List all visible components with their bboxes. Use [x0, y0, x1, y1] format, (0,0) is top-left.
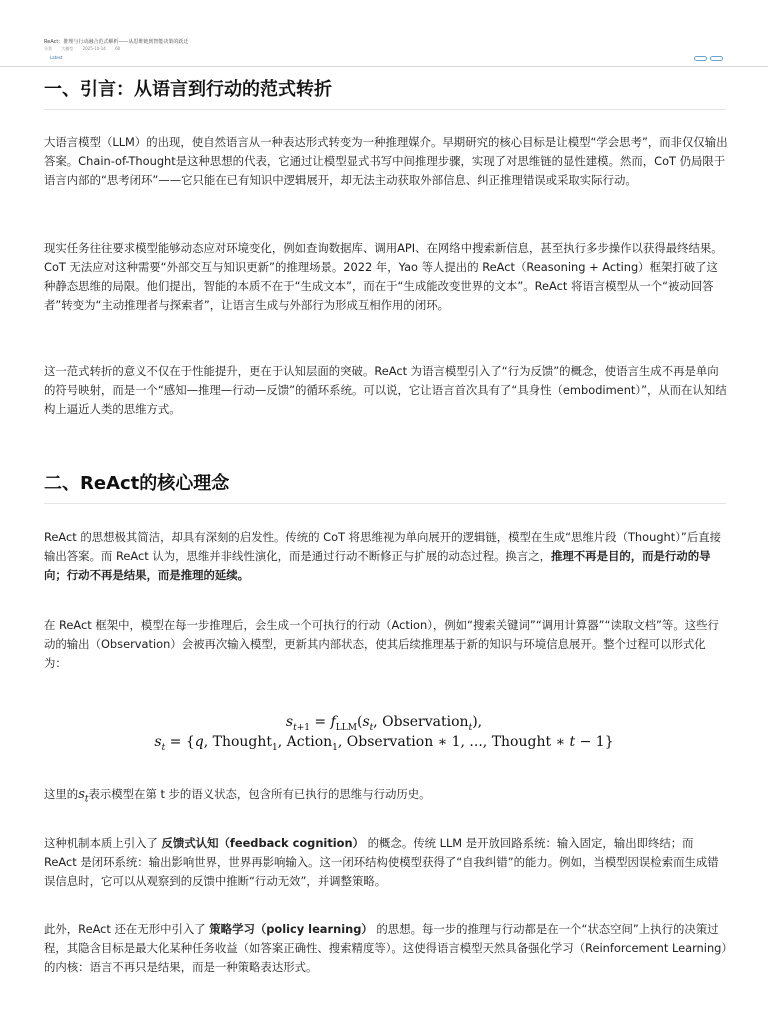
- action-button-1[interactable]: [694, 56, 707, 61]
- meta-date: 2025-10-14: [82, 46, 106, 51]
- section-heading-core-idea: 二、ReAct的核心理念: [44, 469, 726, 504]
- paragraph-text: 这种机制本质上引入了: [44, 836, 158, 850]
- action-button-2[interactable]: [710, 56, 723, 61]
- emphasis-text: 反馈式认知（feedback cognition）: [161, 836, 365, 850]
- paragraph-text: 此外，ReAct 还在无形中引入了: [44, 922, 206, 936]
- paragraph: [44, 528, 728, 585]
- symbol-subscript: t: [84, 794, 89, 805]
- formula-state-definition: $s_t = \{q$, Thought$_1$, Action$_1$, Observation ∗ 1, ..., Thought ∗ t − 1}: [154, 734, 614, 753]
- header-divider: [0, 66, 768, 67]
- meta-category: 分类: [44, 46, 52, 51]
- meta-views: 60: [115, 46, 121, 51]
- paragraph-text: 的概念。传统 LLM 是开放回路系统：输入固定，输出即终结；而 ReAct 是闭环系统：输出影响世界，世界再影响输入。这一闭环结构使模型获得了“自我纠错”的能力。例如，当模型因误检索而生成错误信息时，它可以从观察到的反馈中推断“行动无效”，并调整策略。: [44, 836, 719, 888]
- section-heading-intro: 一、引言：从语言到行动的范式转折: [44, 75, 726, 110]
- latest-tag[interactable]: Latest: [50, 55, 63, 60]
- emphasis-text: 推理不再是目的，而是行动的导向；行动不再是结果，而是推理的延续。: [44, 549, 711, 582]
- emphasis-text: 策略学习（policy learning）: [209, 922, 373, 936]
- paragraph: [44, 834, 728, 891]
- symbol-base: s: [78, 787, 85, 802]
- meta-tag[interactable]: 大模型: [61, 46, 74, 51]
- paragraph: 现实任务往往要求模型能够动态应对环境变化，例如查询数据库、调用API、在网络中搜索新信息，甚至执行多步操作以获得最终结果。CoT 无法应对这种需要“外部交互与知识更新”的推理场景。2022 年，Yao 等人提出的 ReAct（Reasoning + Acting）框架打破了这种静态思维的局限。他们提出，智能的本质不在于“生成文本”，而在于“生成能改变世界的文本”。ReAct 将语言模型从一个“被动回答者”转变为“主动推理者与探索者”，让语言生成与外部行为形成互相作用的闭环。: [44, 241, 723, 312]
- formula-state-update: $s_{t+1} = f_{LLM}(s_t$, Observation$_t$),: [285, 714, 483, 733]
- paragraph-text: ReAct 的思想极其简洁，却具有深刻的启发性。传统的 CoT 将思维视为单向展开的逻辑链，模型在生成“思维片段（Thought）”后直接输出答案。而 ReAct 认为，思维并非线性演化，而是通过行动不断修正与扩展的动态过程。换言之，: [44, 530, 722, 563]
- paragraph-text: 表示模型在第 t 步的语义状态，包含所有已执行的思维与行动历史。: [88, 787, 431, 801]
- document-title: ReAct：推理与行动融合范式解析——从思维链到智能决策的跃迁: [44, 39, 189, 45]
- document-header: [0, 0, 768, 68]
- paragraph-text: 这里的: [44, 787, 79, 801]
- paragraph: 在 ReAct 框架中，模型在每一步推理后，会生成一个可执行的行动（Action），例如“搜索关键词”“调用计算器”“读取文档”等。这些行动的输出（Observation）会被再次输入模型，更新其内部状态，使其后续推理基于新的知识与环境信息展开。整个过程可以形式化为：: [44, 618, 719, 670]
- paragraph: 大语言模型（LLM）的出现，使自然语言从一种表达形式转变为一种推理媒介。早期研究的核心目标是让模型“学会思考”，而非仅仅输出答案。Chain-of-Thought是这种思想的代表，它通过让模型显式书写中间推理步骤，实现了对思维链的显性建模。然而，CoT 仍局限于语言内部的“思考闭环”——它只能在已有知识中逻辑展开，却无法主动获取外部信息、纠正推理错误或采取实际行动。: [44, 135, 728, 187]
- paragraph: 这一范式转折的意义不仅在于性能提升，更在于认知层面的突破。ReAct 为语言模型引入了“行为反馈”的概念，使语言生成不再是单向的符号映射，而是一个“感知—推理—行动—反馈”的循环系统。可以说，它让语言首次具有了“具身性（embodiment）”，从而在认知结构上逼近人类的思维方式。: [44, 364, 727, 416]
- document-meta: [44, 46, 128, 52]
- state-symbol: [78, 787, 89, 805]
- paragraph-text: 的思想。每一步的推理与行动都是在一个“状态空间”上执行的决策过程，其隐含目标是最大化某种任务收益（如答案正确性、搜索精度等）。这使得语言模型天然具备强化学习（Reinforcement Learning）的内核：语言不再只是结果，而是一种策略表达形式。: [44, 922, 728, 974]
- paragraph: [44, 785, 728, 810]
- paragraph: [44, 920, 728, 977]
